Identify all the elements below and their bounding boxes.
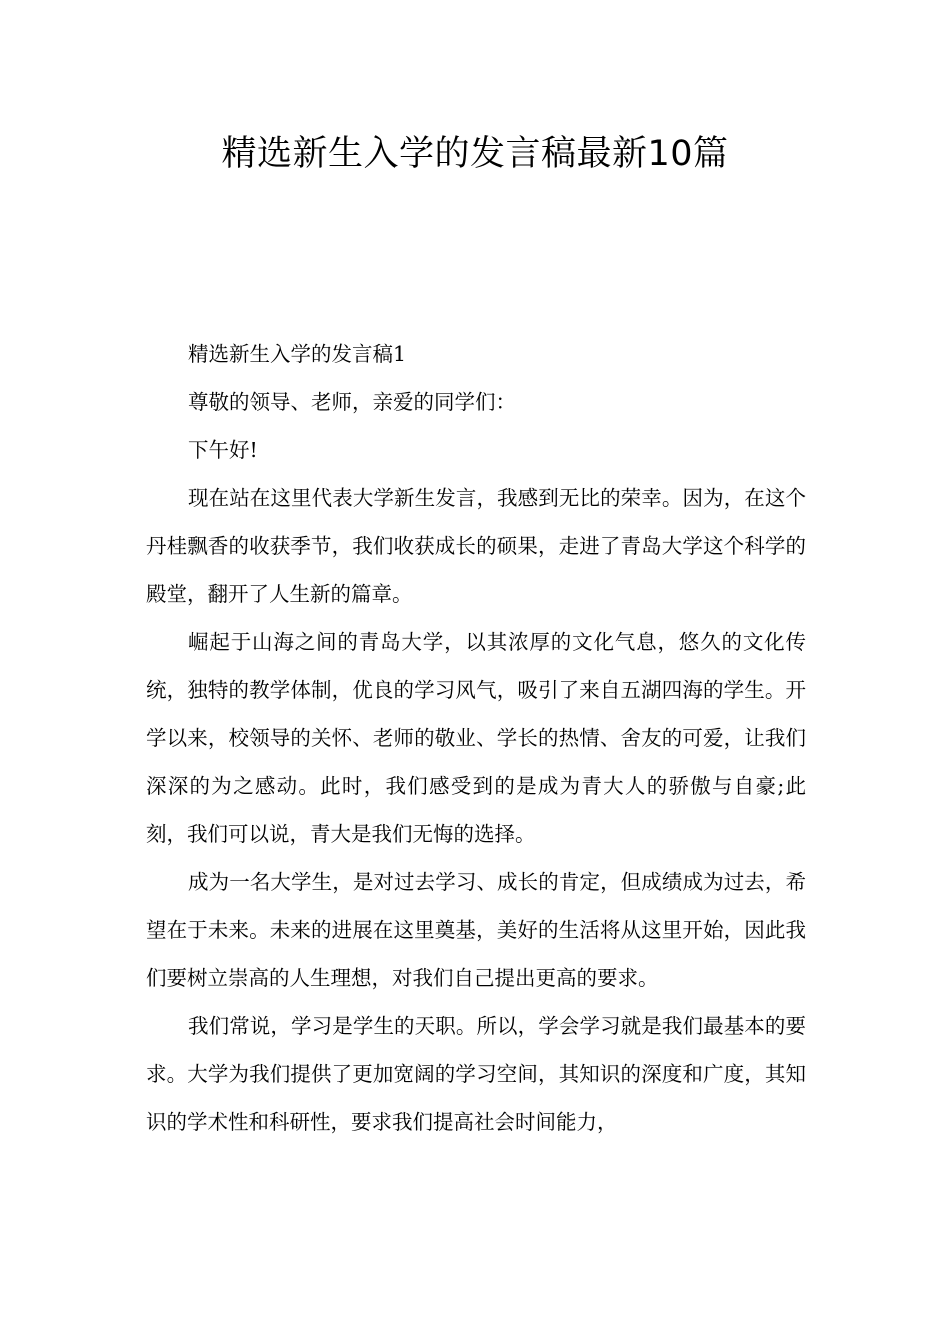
paragraph: 我们常说，学习是学生的天职。所以，学会学习就是我们最基本的要求。大学为我们提供了更加宽阔的学习空间，其知识的深度和广度，其知识的学术性和科研性，要求我们提高社会时间能力， <box>146 1014 806 1134</box>
paragraph: 尊敬的领导、老师，亲爱的同学们： <box>188 390 517 414</box>
document-body <box>146 330 806 1146</box>
paragraph: 崛起于山海之间的青岛大学，以其浓厚的文化气息，悠久的文化传统，独特的教学体制，优良的学习风气，吸引了来自五湖四海的学生。开学以来，校领导的关怀、老师的敬业、学长的热情、舍友的可爱，让我们深深的为之感动。此时，我们感受到的是成为青大人的骄傲与自豪;此刻，我们可以说，青大是我们无悔的选择。 <box>146 630 806 846</box>
document-title: 精选新生入学的发言稿最新10篇 <box>221 134 729 174</box>
paragraph: 精选新生入学的发言稿1 <box>188 342 407 366</box>
paragraph: 下午好! <box>188 438 258 462</box>
paragraph: 现在站在这里代表大学新生发言，我感到无比的荣幸。因为，在这个丹桂飘香的收获季节，我们收获成长的硕果，走进了青岛大学这个科学的殿堂，翻开了人生新的篇章。 <box>146 486 806 606</box>
paragraph: 成为一名大学生，是对过去学习、成长的肯定，但成绩成为过去，希望在于未来。未来的进展在这里奠基，美好的生活将从这里开始，因此我们要树立崇高的人生理想，对我们自己提出更高的要求。 <box>146 870 806 990</box>
